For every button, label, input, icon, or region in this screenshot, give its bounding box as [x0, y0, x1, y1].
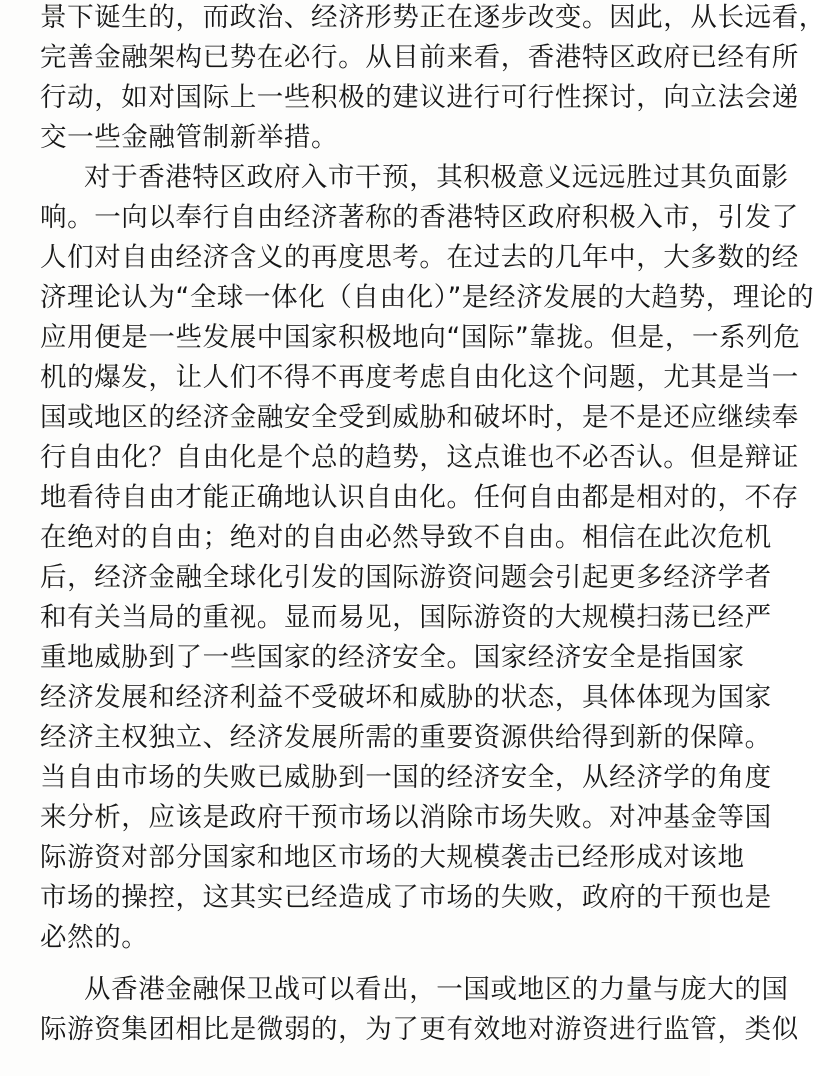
text-line: 机的爆发，让人们不得不再度考虑自由化这个问题，尤其是当一: [40, 362, 799, 393]
text-line: 人们对自由经济含义的再度思考。在过去的几年中，大多数的经: [40, 242, 799, 273]
text-line: 行动，如对国际上一些积极的建议进行可行性探讨，向立法会递: [40, 82, 799, 113]
text-line: 景下诞生的，而政治、经济形势正在逐步改变。因此，从长远看，: [40, 2, 826, 33]
text-line: 交一些金融管制新举措。: [40, 122, 339, 153]
text-line: 重地威胁到了一些国家的经济安全。国家经济安全是指国家: [40, 642, 745, 673]
text-line: 完善金融架构已势在必行。从目前来看，香港特区政府已经有所: [40, 42, 799, 73]
text-line: 国或地区的经济金融安全受到威胁和破坏时，是不是还应继续奉: [40, 402, 799, 433]
text-line: 市场的操控，这其实已经造成了市场的失败，政府的干预也是: [40, 882, 772, 913]
text-line: 际游资对部分国家和地区市场的大规模袭击已经形成对该地: [40, 842, 745, 873]
text-line: 地看待自由才能正确地认识自由化。任何自由都是相对的，不存: [40, 482, 799, 513]
text-line: 济理论认为“全球一体化（自由化）”是经济发展的大趋势，理论的: [40, 282, 815, 313]
text-line: 对于香港特区政府入市干预，其积极意义远远胜过其负面影: [84, 162, 789, 193]
text-line: 必然的。: [40, 922, 149, 953]
text-line: 从香港金融保卫战可以看出，一国或地区的力量与庞大的国: [84, 974, 789, 1005]
text-line: 和有关当局的重视。显而易见，国际游资的大规模扫荡已经严: [40, 602, 772, 633]
text-line: 后，经济金融全球化引发的国际游资问题会引起更多经济学者: [40, 562, 772, 593]
text-line: 应用便是一些发展中国家积极地向“国际”靠拢。但是，一系列危: [40, 322, 801, 353]
text-line: 经济主权独立、经济发展所需的重要资源供给得到新的保障。: [40, 722, 772, 753]
text-line: 来分析，应该是政府干预市场以消除市场失败。对冲基金等国: [40, 802, 772, 833]
text-line: 经济发展和经济利益不受破坏和威胁的状态，具体体现为国家: [40, 682, 772, 713]
text-line: 行自由化？自由化是个总的趋势，这点谁也不必否认。但是辩证: [40, 442, 799, 473]
text-line: 在绝对的自由；绝对的自由必然导致不自由。相信在此次危机: [40, 522, 772, 553]
text-line: 响。一向以奉行自由经济著称的香港特区政府积极入市，引发了: [40, 202, 799, 233]
text-line: 际游资集团相比是微弱的，为了更有效地对游资进行监管，类似: [40, 1014, 799, 1045]
text-line: 当自由市场的失败已威胁到一国的经济安全，从经济学的角度: [40, 762, 772, 793]
